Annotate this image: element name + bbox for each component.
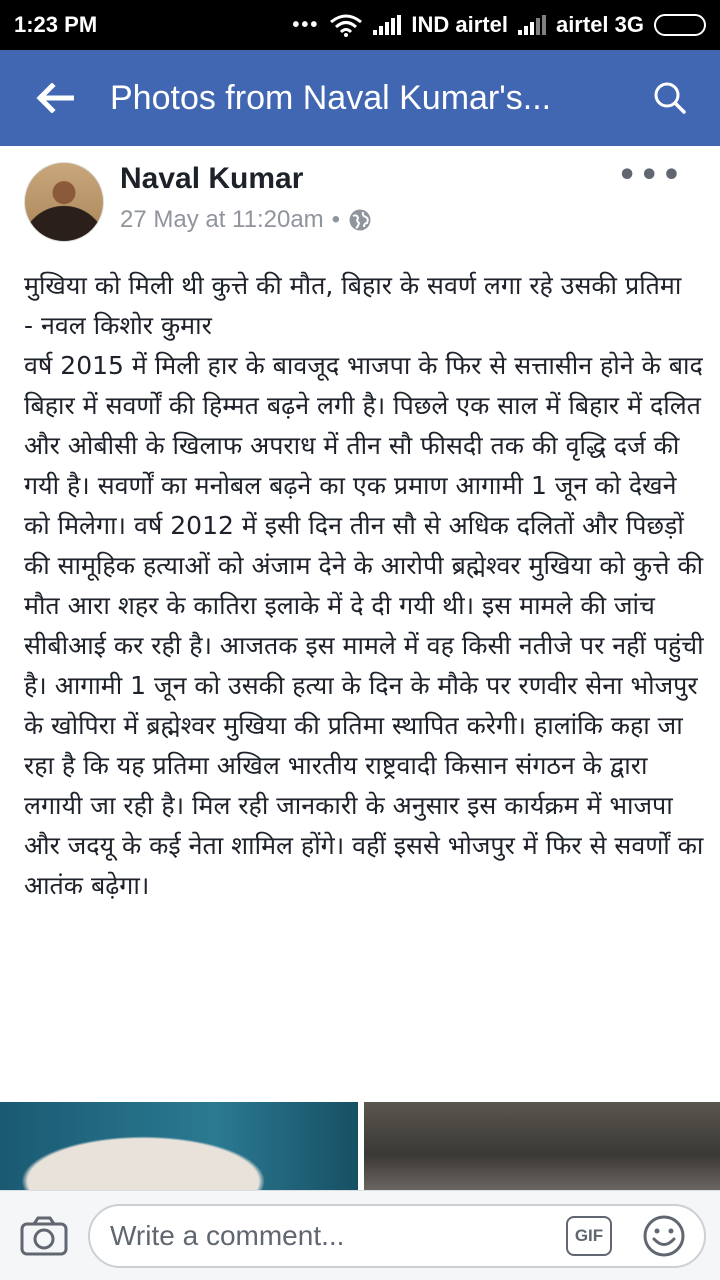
post-photo-2[interactable] [364, 1102, 720, 1190]
meta-separator: • [331, 206, 341, 233]
post [0, 146, 720, 1190]
page-title: Photos from Naval Kumar's... [110, 78, 552, 117]
signal-icon-2 [518, 15, 546, 35]
author-name[interactable]: Naval Kumar [120, 162, 304, 195]
notification-dots: ••• [292, 13, 320, 36]
post-text-content: मुखिया को मिली थी कुत्ते की मौत, बिहार के सवर्ण लगा रहे उसकी प्रतिमा - नवल किशोर कुमार वर्ष 2015 में मिली हार के बावजूद भाजपा के फिर से सत्तासीन होने के बाद बिहार में सवर्णों की हिम्मत बढ़ने लगी है। पिछले एक साल में बिहार में दलित और ओबीसी के खिलाफ अपराध में तीन सौ फीसदी तक की वृद्धि दर्ज की गयी है। सवर्णों का मनोबल बढ़ने का एक प्रमाण आगामी 1 जून को देखने को मिलेगा। वर्ष 2012 में इसी दिन तीन सौ से अधिक दलितों और पिछड़ों की सामूहिक हत्याओं को अंजाम देने के आरोपी ब्रह्मेश्वर मुखिया को कुत्ते की मौत आरा शहर के कातिरा इलाके में दे दी गयी थी। इस मामले की जांच सीबीआई कर रही है। आजतक इस मामले में वह किसी नतीजे पर नहीं पहुंची है। आगामी 1 जून को उसकी हत्या के दिन के मौके पर रणवीर सेना भोजपुर के खोपिरा में ब्रह्मेश्वर मुखिया की प्रतिमा स्थापित करेगी। हालांकि कहा जा रहा है कि यह प्रतिमा अखिल भारतीय राष्ट्रवादी किसान संगठन के द्वारा लगायी जा रही है। मिल रही जानकारी के अनुसार इस कार्यक्रम में भाजपा और जदयू के कई नेता शामिल होंगे। वहीं इससे भोजपुर में फिर से सवर्णों का आतंक बढ़ेगा। [24, 271, 704, 900]
comment-placeholder: Write a comment... [110, 1219, 345, 1251]
post-meta [120, 206, 372, 234]
comment-input[interactable] [88, 1204, 706, 1268]
signal-icon [373, 15, 401, 35]
post-timestamp[interactable]: 27 May at 11:20am [120, 206, 324, 233]
app-bar [0, 50, 720, 146]
emoji-button[interactable] [642, 1214, 686, 1258]
search-button[interactable] [620, 50, 720, 146]
globe-icon [348, 208, 372, 232]
back-button[interactable] [0, 50, 110, 146]
post-header [0, 146, 720, 256]
battery-icon [654, 14, 706, 36]
post-photos [0, 1102, 720, 1190]
comment-bar [0, 1190, 720, 1280]
arrow-left-icon [36, 83, 74, 113]
avatar[interactable] [24, 162, 104, 242]
post-options-button[interactable]: ••• [617, 158, 684, 193]
search-icon [653, 81, 687, 115]
carrier-name-2: airtel 3G [555, 12, 644, 37]
post-photo-1[interactable] [0, 1102, 358, 1190]
post-text [24, 266, 704, 906]
carrier-name-1: IND airtel [411, 12, 508, 37]
status-time: 1:23 PM [14, 12, 98, 37]
camera-icon [20, 1216, 68, 1256]
status-bar [0, 0, 720, 50]
gif-button[interactable]: GIF [566, 1216, 612, 1256]
status-icons [292, 12, 706, 38]
wifi-icon [329, 13, 363, 37]
camera-button[interactable] [14, 1206, 74, 1266]
